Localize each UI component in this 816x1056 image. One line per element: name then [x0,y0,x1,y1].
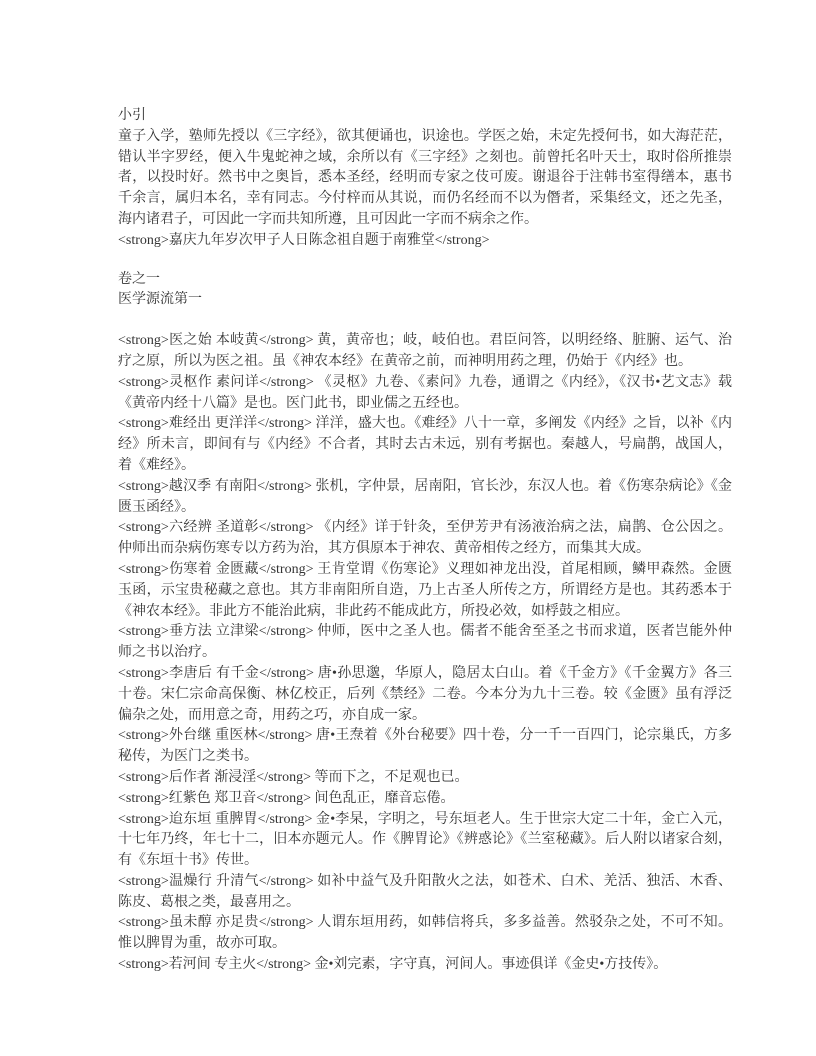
preface-title: 小引 [118,108,146,123]
entry-paragraph: <strong>若河间 专主火</strong> 金•刘完素，字守真，河间人。事迹俱详《金史•方技传》。 [118,957,668,973]
preface-signature: <strong>嘉庆九年岁次甲子人日陈念祖自题于南雅堂</strong> [118,232,490,248]
document-page [118,106,732,976]
entry-paragraph: <strong>六经辨 圣道彰</strong> 《内经》详于针灸，至伊芳尹有汤液治病之法，扁鹊、仓公因之。仲师出而杂病伤寒专以方药为治，其方俱原本于神农、黄帝相传之经方，而集其大成。 [118,520,732,557]
entries [118,331,732,976]
volume-title: 卷之一 [118,271,160,287]
entry-paragraph: <strong>医之始 本岐黄</strong> 黄，黄帝也；岐，岐伯也。君臣问答，以明经络、脏腑、运气、治疗之原，所以为医之祖。虽《神农本经》在黄帝之前，而神明用药之理，仍始于《内经》也。 [118,333,732,369]
entry-paragraph: <strong>迨东垣 重脾胃</strong> 金•李杲，字明之，号东垣老人。生于世宗大定二十年，金亡入元，十七年乃终，年七十二，旧本亦题元人。作《脾胃论》《辨惑论》《兰室秘藏》。后人附以诸家合刻，有《东垣十书》传世。 [118,811,732,869]
entry-paragraph: <strong>伤寒着 金匮藏</strong> 王肯堂谓《伤寒论》义理如神龙出没，首尾相顾，鳞甲森然。金匮玉函，示宝贵秘藏之意也。其方非南阳所自造，乃上古圣人所传之方，所谓经方是也。其药悉本于《神农本经》。非此方不能治此病，非此药不能成此方，所投必效，如桴鼓之相应。 [118,561,732,619]
entry-paragraph: <strong>后作者 渐浸淫</strong> 等而下之，不足观也已。 [118,769,469,785]
volume-heading [118,270,732,312]
entry-paragraph: <strong>温燥行 升清气</strong> 如补中益气及升阳散火之法，如苍术、白术、羌活、独活、木香、陈皮、葛根之类，最喜用之。 [118,873,732,910]
entry-paragraph: <strong>越汉季 有南阳</strong> 张机，字仲景，居南阳，官长沙，东汉人也。着《伤寒杂病论》《金匮玉函经》。 [118,478,732,515]
entry-paragraph: <strong>灵枢作 素问详</strong> 《灵枢》九卷、《素问》九卷，通谓之《内经》，《汉书•艺文志》载《黄帝内经十八篇》是也。医门此书，即业儒之五经也。 [118,374,732,411]
entry-paragraph: <strong>红紫色 郑卫音</strong> 间色乱正，靡音忘倦。 [118,790,455,806]
entry-paragraph: <strong>垂方法 立津梁</strong> 仲师，医中之圣人也。儒者不能舍至圣之书而求道，医者岂能外仲师之书以治疗。 [118,624,732,661]
entry-paragraph: <strong>难经出 更洋洋</strong> 洋洋，盛大也。《难经》八十一章，多阐发《内经》之旨，以补《内经》所未言，即间有与《内经》不合者，其时去古未远，别有考据也。秦越人，号扁鹊，战国人，着《难经》。 [118,416,732,473]
preface-paragraph: 童子入学，塾师先授以《三字经》，欲其便诵也，识途也。学医之始，未定先授何书，如大海茫茫，错认半字罗经，便入牛鬼蛇神之域，余所以有《三字经》之刻也。前曾托名叶天士，取时俗所推崇者，以投时好。然书中之奥旨，悉本圣经，经明而专家之伎可废。谢退谷于注韩书室得缮本，惠书千余言，属归本名，幸有同志。今付梓而从其说，而仍名经而不以为僭者，采集经文，还之先圣，海内诸君子，可因此一字而共知所遵，且可因此一字而不病余之作。 [118,128,732,227]
entry-paragraph: <strong>虽未醇 亦足贵</strong> 人谓东垣用药，如韩信将兵，多多益善。然驳杂之处，不可不知。惟以脾胃为重，故亦可取。 [118,915,732,952]
entry-paragraph: <strong>李唐后 有千金</strong> 唐•孙思邈，华原人，隐居太白山。着《千金方》《千金翼方》各三十卷。宋仁宗命高保衡、林亿校正，后列《禁经》二卷。今本分为九十三卷。较《金匮》虽有浮泛偏杂之处，而用意之奇，用药之巧，亦自成一家。 [118,665,732,723]
chapter-title: 医学源流第一 [118,292,202,308]
entry-paragraph: <strong>外台继 重医林</strong> 唐•王焘着《外台秘要》四十卷，分一千一百四门，论宗巢氏，方多秘传，为医门之类书。 [118,728,732,765]
